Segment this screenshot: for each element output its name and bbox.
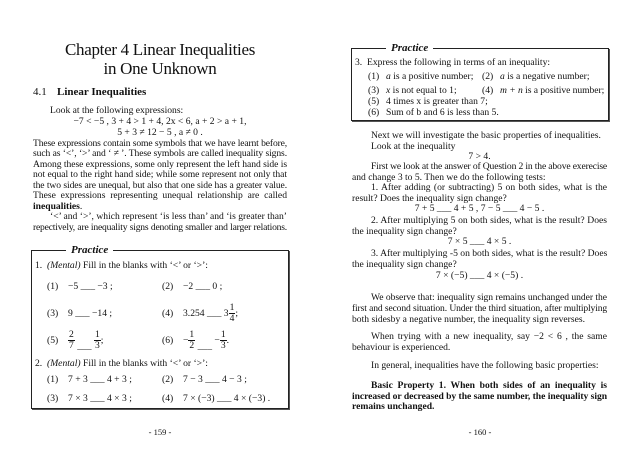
expr-tail: ; bbox=[235, 308, 239, 319]
paragraph-line: not equal to the right hand side; while some represent not only that bbox=[33, 169, 287, 180]
sign: − bbox=[183, 335, 189, 346]
item-expr bbox=[183, 303, 238, 325]
item-expr: 7 × 3 ___ 4 × 3 ; bbox=[68, 393, 132, 404]
item-expr: −2 ___ 0 ; bbox=[183, 281, 223, 292]
page-number: - 159 - bbox=[148, 427, 172, 437]
section-title: Linear Inequalities bbox=[57, 86, 147, 98]
numerator: 2 bbox=[69, 329, 74, 341]
text-line: first and second situation. Under the third situation, after multiplying bbox=[352, 303, 607, 314]
text-line: Look at the inequality bbox=[371, 141, 456, 152]
numerator: 1 bbox=[189, 329, 195, 341]
text: is not equal to 1; bbox=[390, 85, 457, 96]
paragraph-line: such as ‘<’, ‘>’ and ‘ ≠ ’. These symbols are called inequality signs. bbox=[33, 148, 287, 159]
text: is a negative number; bbox=[504, 71, 590, 82]
paragraph-line: the two sides are unequal, but also that one side has a greater value. bbox=[33, 179, 287, 191]
text-line: When trying with a new inequality, say −2 < 6 , the same bbox=[371, 331, 607, 342]
text-line: First we look at the answer of Question 2 in the above exerecise bbox=[371, 161, 608, 172]
text-line: 2. After multiplying 5 on both sides, what is the result? Does bbox=[371, 215, 607, 226]
item-text bbox=[500, 86, 604, 96]
text-line: and change 3 to 5. Then we do the following tests: bbox=[352, 172, 546, 183]
math-expression: 5 + 3 ≠ 12 − 5 , a ≠ 0 . bbox=[117, 127, 203, 138]
item-text: 4 times x is greater than 7; bbox=[386, 96, 488, 107]
item-num: (5) bbox=[47, 335, 59, 346]
practice-label: Practice bbox=[386, 41, 433, 55]
text-line: Next we will investigate the basic properties of inequalities. bbox=[371, 130, 601, 141]
item-num: (3) bbox=[47, 393, 59, 404]
item-num: (3) bbox=[47, 308, 59, 319]
item-text bbox=[386, 86, 478, 96]
item-num: (1) bbox=[368, 71, 380, 82]
text-line: both sidesby a negative number, the inequality sign reverses. bbox=[352, 313, 586, 325]
property-line: remains unchanged. bbox=[352, 401, 435, 412]
mental-tag: (Mental) bbox=[47, 260, 81, 271]
term-inequalities: inequalities bbox=[33, 200, 80, 212]
item-num: (1) bbox=[47, 281, 59, 292]
text: is a positive number; bbox=[522, 85, 605, 96]
item-expr bbox=[68, 330, 103, 358]
paragraph-line: repectively, are inequality signs denoting smaller and larger relations. bbox=[33, 221, 287, 233]
expr-text: 3.254 ___ 3 bbox=[183, 308, 229, 319]
blank: ___ bbox=[77, 341, 92, 352]
variable: a bbox=[386, 71, 391, 82]
question-1 bbox=[35, 261, 283, 271]
item-num: (3) bbox=[368, 85, 380, 96]
variable: x bbox=[386, 85, 391, 96]
denominator: 3 bbox=[220, 340, 226, 352]
item-expr bbox=[183, 330, 229, 358]
fraction bbox=[94, 330, 101, 351]
item-expr: 9 ___ −14 ; bbox=[68, 308, 113, 319]
question-text: Express the following in terms of an inequality: bbox=[367, 57, 551, 68]
text-line: result? Does the inequality sign change? bbox=[352, 193, 507, 204]
item-num: (1) bbox=[47, 374, 59, 385]
item-num: (2) bbox=[162, 374, 174, 385]
numerator: 1 bbox=[229, 302, 235, 314]
numerator: 1 bbox=[95, 329, 100, 341]
item-num: (6) bbox=[368, 107, 380, 118]
practice-label: Practice bbox=[66, 243, 113, 257]
chapter-title-line-1: Chapter 4 Linear Inequalities bbox=[64, 40, 256, 59]
math-expression: 7 + 5 ___ 4 + 5 , 7 − 5 ___ 4 − 5 . bbox=[414, 203, 545, 214]
math-expression: 7 × 5 ___ 4 × 5 . bbox=[447, 236, 512, 247]
period: . bbox=[79, 200, 83, 212]
text: is a positive number; bbox=[390, 71, 474, 82]
denominator: 3 bbox=[95, 340, 100, 352]
paragraph-line bbox=[33, 202, 82, 212]
text-line: the inequality sign change? bbox=[352, 226, 457, 237]
math-expression: 7 × (−5) ___ 4 × (−5) . bbox=[435, 270, 524, 281]
denominator: 2 bbox=[189, 340, 195, 352]
text-line: We observe that: inequality sign remains unchanged under the bbox=[371, 292, 607, 303]
property-line: increased or decreased by the same number, the inequality sign bbox=[352, 390, 607, 402]
denominator: 4 bbox=[229, 313, 235, 325]
math-expression: 7 > 4. bbox=[468, 151, 491, 162]
item-expr: 7 + 3 ___ 4 + 3 ; bbox=[68, 374, 132, 385]
expr-tail: ; bbox=[100, 335, 104, 346]
paragraph-line: These expressions representing unequal relationship are called bbox=[33, 190, 287, 201]
item-expr: 7 × (−3) ___ 4 × (−3) . bbox=[183, 393, 271, 404]
text-line: 3. After multiplying -5 on both sides, what is the result? Does bbox=[371, 248, 608, 259]
item-num: (6) bbox=[162, 335, 174, 346]
item-num: (4) bbox=[482, 85, 494, 96]
item-text bbox=[386, 72, 478, 82]
item-expr: 7 − 3 ___ 4 − 3 ; bbox=[183, 374, 247, 385]
question-number: 1. bbox=[35, 260, 43, 271]
section-number: 4.1 bbox=[33, 86, 47, 98]
question-number: 2. bbox=[35, 358, 43, 369]
paragraph-line: ‘<’ and ‘>’, which represent ‘is less than’ and ‘is greater than’ bbox=[50, 211, 287, 222]
variable: m + n bbox=[500, 85, 523, 96]
item-num: (5) bbox=[368, 96, 380, 107]
paragraph-line: These expressions contain some symbols that we have learnt before, bbox=[33, 137, 287, 149]
mental-tag: (Mental) bbox=[47, 358, 81, 369]
expr-tail: . bbox=[226, 335, 230, 346]
item-text: Sum of b and 6 is less than 5. bbox=[386, 107, 499, 118]
fraction bbox=[220, 329, 230, 352]
text-line: In general, inequalities have the following basic properties: bbox=[371, 360, 599, 371]
question-text: Fill in the blanks with ‘<’ or ‘>’: bbox=[82, 260, 208, 271]
fraction bbox=[68, 330, 75, 351]
item-text bbox=[500, 72, 604, 82]
item-num: (4) bbox=[162, 308, 174, 319]
page-number: - 160 - bbox=[468, 427, 492, 437]
question-text: Fill in the blanks with ‘<’ or ‘>’: bbox=[82, 358, 208, 369]
question-number: 3. bbox=[355, 57, 363, 68]
item-num: (2) bbox=[162, 281, 174, 292]
text-line: 1. After adding (or subtracting) 5 on both sides, what is the bbox=[371, 182, 607, 193]
blank: ___ bbox=[197, 341, 213, 352]
text-line: the inequality sign change? bbox=[352, 259, 457, 270]
item-num: (4) bbox=[162, 393, 174, 404]
sign: − bbox=[214, 335, 220, 346]
item-num: (2) bbox=[482, 71, 494, 82]
question-2 bbox=[35, 359, 283, 369]
right-page bbox=[320, 0, 640, 452]
numerator: 1 bbox=[220, 329, 226, 341]
chapter-title-line-2: in One Unknown bbox=[103, 59, 217, 78]
question-3 bbox=[355, 58, 603, 68]
math-expression: −7 < −5 , 3 + 4 > 1 + 4, 2x < 6, a + 2 > a + 1, bbox=[73, 116, 247, 127]
fraction bbox=[188, 330, 195, 351]
paragraph-line: Among these expressions, some only represent the left hand side is bbox=[33, 158, 287, 170]
item-expr: −5 ___ −3 ; bbox=[68, 281, 113, 292]
variable: a bbox=[500, 71, 505, 82]
intro-text: Look at the following expressions: bbox=[50, 105, 184, 116]
text-line: behaviour is experienced. bbox=[352, 342, 451, 353]
denominator: 7 bbox=[69, 340, 74, 352]
property-line: Basic Property 1. When both sides of an inequality is bbox=[371, 380, 607, 391]
